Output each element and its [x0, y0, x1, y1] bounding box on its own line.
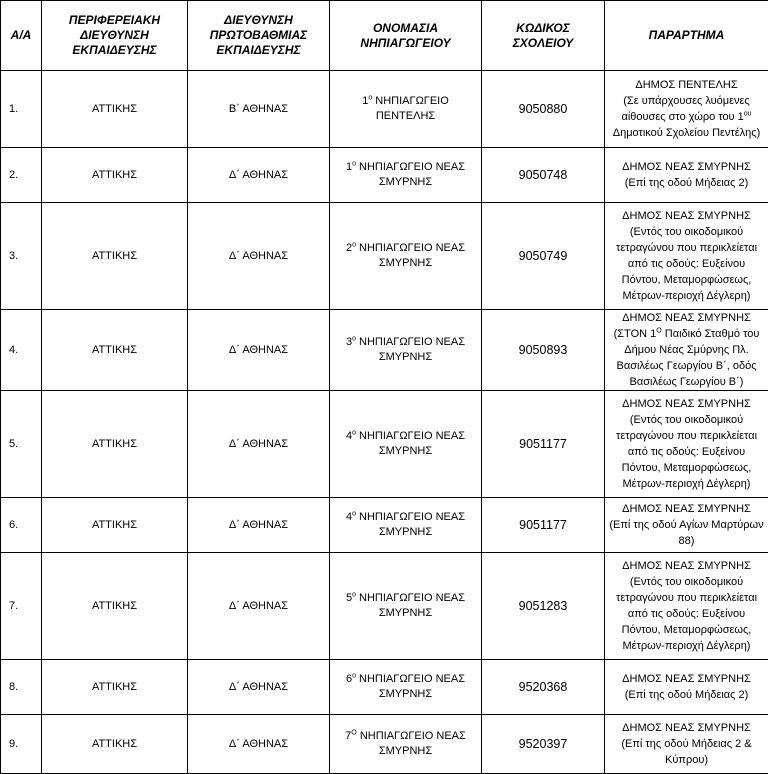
region-cell: ΑΤΤΙΚΗΣ — [42, 553, 188, 660]
table-row — [1, 553, 768, 660]
region-cell: ΑΤΤΙΚΗΣ — [42, 391, 188, 498]
ordinal-suffix: Ο — [351, 729, 356, 736]
annex-location: (Εντός του οικοδομικού τετραγώνου που περικλείεται από τις οδούς: Ευξείνου Πόντου, Μεταμορφώσεως, Μέτρων-περιοχή Δέγλερη) — [616, 226, 757, 302]
table-row — [1, 148, 768, 203]
annex-cell — [605, 715, 768, 774]
school-code-cell: 9050893 — [482, 310, 605, 391]
ordinal: 1 — [362, 95, 368, 107]
annex-cell — [605, 391, 768, 498]
ordinal-suffix: ο — [368, 94, 372, 101]
ordinal-suffix: ο — [352, 672, 356, 679]
school-code-cell: 9051177 — [482, 391, 605, 498]
kindergarten-name: ΝΗΠΙΑΓΩΓΕΙΟ ΝΕΑΣ ΣΜΥΡΝΗΣ — [359, 511, 465, 538]
header-name: ΟΝΟΜΑΣΙΑ ΝΗΠΙΑΓΩΓΕΙΟΥ — [330, 1, 482, 71]
annex-location-rest: Δημοτικού Σχολείου Πεντέλης) — [613, 127, 761, 139]
ordinal: 6 — [346, 673, 352, 685]
row-number: 8. — [1, 660, 42, 715]
ordinal: 5 — [346, 592, 352, 604]
directorate-cell: Δ΄ ΑΘΗΝΑΣ — [188, 715, 330, 774]
annex-location: (Επί της οδού Αγίων Μαρτύρων 88) — [609, 519, 763, 547]
directorate-cell: Δ΄ ΑΘΗΝΑΣ — [188, 310, 330, 391]
row-number: 7. — [1, 553, 42, 660]
header-directorate: ΔΙΕΥΘΥΝΣΗ ΠΡΩΤΟΒΑΘΜΙΑΣ ΕΚΠΑΙΔΕΥΣΗΣ — [188, 1, 330, 71]
row-number: 6. — [1, 498, 42, 553]
table-row — [1, 498, 768, 553]
header-aa: Α/Α — [1, 1, 42, 71]
annex-municipality: ΔΗΜΟΣ ΝΕΑΣ ΣΜΥΡΝΗΣ — [622, 210, 751, 222]
region-cell: ΑΤΤΙΚΗΣ — [42, 660, 188, 715]
annex-location: (ΣΤΟΝ 1 — [614, 328, 657, 340]
ordinal: 4 — [346, 430, 352, 442]
directorate-cell: Δ΄ ΑΘΗΝΑΣ — [188, 553, 330, 660]
ordinal: 1 — [346, 161, 352, 173]
table-row — [1, 71, 768, 148]
annex-cell — [605, 498, 768, 553]
row-number: 1. — [1, 71, 42, 148]
annex-ordinal-suffix: ου — [744, 110, 752, 117]
kindergarten-name-cell — [330, 715, 482, 774]
school-code-cell: 9050749 — [482, 203, 605, 310]
row-number: 2. — [1, 148, 42, 203]
annex-cell — [605, 71, 768, 148]
region-cell: ΑΤΤΙΚΗΣ — [42, 148, 188, 203]
header-code: ΚΩΔΙΚΟΣ ΣΧΟΛΕΙΟΥ — [482, 1, 605, 71]
kindergarten-name-cell — [330, 148, 482, 203]
kindergarten-name: ΝΗΠΙΑΓΩΓΕΙΟ ΝΕΑΣ ΣΜΥΡΝΗΣ — [359, 242, 465, 269]
annex-municipality: ΔΗΜΟΣ ΝΕΑΣ ΣΜΥΡΝΗΣ — [622, 161, 751, 173]
ordinal-suffix: ο — [352, 160, 356, 167]
region-cell: ΑΤΤΙΚΗΣ — [42, 310, 188, 391]
kindergarten-name-cell — [330, 310, 482, 391]
directorate-cell: Β΄ ΑΘΗΝΑΣ — [188, 71, 330, 148]
ordinal: 3 — [346, 336, 352, 348]
directorate-cell: Δ΄ ΑΘΗΝΑΣ — [188, 203, 330, 310]
kindergarten-name-cell — [330, 203, 482, 310]
school-code-cell: 9520368 — [482, 660, 605, 715]
header-row — [1, 1, 768, 71]
annex-location: (Επί της οδού Μήδειας 2) — [625, 177, 749, 189]
annex-cell — [605, 310, 768, 391]
school-code-cell: 9051283 — [482, 553, 605, 660]
school-code-cell: 9520397 — [482, 715, 605, 774]
school-code-cell: 9050748 — [482, 148, 605, 203]
row-number: 5. — [1, 391, 42, 498]
kindergarten-name: ΝΗΠΙΑΓΩΓΕΙΟ ΝΕΑΣ ΣΜΥΡΝΗΣ — [359, 336, 465, 363]
row-number: 4. — [1, 310, 42, 391]
table-row — [1, 203, 768, 310]
row-number: 3. — [1, 203, 42, 310]
table-row — [1, 391, 768, 498]
ordinal: 7 — [345, 730, 351, 742]
table-row — [1, 310, 768, 391]
directorate-cell: Δ΄ ΑΘΗΝΑΣ — [188, 391, 330, 498]
kindergarten-name-cell — [330, 498, 482, 553]
ordinal-suffix: ο — [352, 591, 356, 598]
annex-municipality: ΔΗΜΟΣ ΝΕΑΣ ΣΜΥΡΝΗΣ — [622, 398, 751, 410]
header-region: ΠΕΡΙΦΕΡΕΙΑΚΗ ΔΙΕΥΘΥΝΣΗ ΕΚΠΑΙΔΕΥΣΗΣ — [42, 1, 188, 71]
kindergarten-name: ΝΗΠΙΑΓΩΓΕΙΟ ΝΕΑΣ ΣΜΥΡΝΗΣ — [359, 592, 465, 619]
ordinal-suffix: ο — [352, 510, 356, 517]
region-cell: ΑΤΤΙΚΗΣ — [42, 498, 188, 553]
kindergarten-name: ΝΗΠΙΑΓΩΓΕΙΟ ΠΕΝΤΕΛΗΣ — [375, 95, 449, 122]
annex-cell — [605, 148, 768, 203]
annex-cell — [605, 660, 768, 715]
annex-municipality: ΔΗΜΟΣ ΝΕΑΣ ΣΜΥΡΝΗΣ — [622, 312, 751, 324]
directorate-cell: Δ΄ ΑΘΗΝΑΣ — [188, 498, 330, 553]
annex-municipality: ΔΗΜΟΣ ΝΕΑΣ ΣΜΥΡΝΗΣ — [622, 560, 751, 572]
kindergarten-name: ΝΗΠΙΑΓΩΓΕΙΟ ΝΕΑΣ ΣΜΥΡΝΗΣ — [359, 673, 465, 700]
header-annex: ΠΑΡΑΡΤΗΜΑ — [605, 1, 768, 71]
table-row — [1, 660, 768, 715]
school-code-cell: 9050880 — [482, 71, 605, 148]
kindergarten-name-cell — [330, 71, 482, 148]
region-cell: ΑΤΤΙΚΗΣ — [42, 203, 188, 310]
table-row — [1, 715, 768, 774]
annex-municipality: ΔΗΜΟΣ ΠΕΝΤΕΛΗΣ — [635, 79, 737, 91]
ordinal: 2 — [346, 242, 352, 254]
region-cell: ΑΤΤΙΚΗΣ — [42, 715, 188, 774]
annex-municipality: ΔΗΜΟΣ ΝΕΑΣ ΣΜΥΡΝΗΣ — [622, 503, 751, 515]
annex-location: (Εντός του οικοδομικού τετραγώνου που περικλείεται από τις οδούς: Ευξείνου Πόντου, Μεταμορφώσεως, Μέτρων-περιοχή Δέγλερη) — [616, 414, 757, 490]
annex-location: (Επί της οδού Μήδειας 2 & Κύπρου) — [621, 738, 751, 766]
region-cell: ΑΤΤΙΚΗΣ — [42, 71, 188, 148]
annex-municipality: ΔΗΜΟΣ ΝΕΑΣ ΣΜΥΡΝΗΣ — [622, 673, 751, 685]
ordinal-suffix: ο — [352, 241, 356, 248]
annex-location-rest: Παιδικό Σταθμό του Δήμου Νέας Σμύρνης Πλ. Βασιλέως Γεωργίου Β΄, οδός Βασιλέως Γεωργίου Β΄) — [617, 328, 760, 388]
row-number: 9. — [1, 715, 42, 774]
annex-location: (Σε υπάρχουσες λυόμενες αίθουσες στο χώρο του 1 — [622, 95, 750, 123]
directorate-cell: Δ΄ ΑΘΗΝΑΣ — [188, 148, 330, 203]
annex-cell — [605, 203, 768, 310]
kindergarten-name-cell — [330, 660, 482, 715]
directorate-cell: Δ΄ ΑΘΗΝΑΣ — [188, 660, 330, 715]
annex-municipality: ΔΗΜΟΣ ΝΕΑΣ ΣΜΥΡΝΗΣ — [622, 722, 751, 734]
annex-cell — [605, 553, 768, 660]
annex-ordinal-suffix: Ο — [656, 327, 661, 334]
kindergarten-name: ΝΗΠΙΑΓΩΓΕΙΟ ΝΕΑΣ ΣΜΥΡΝΗΣ — [360, 730, 466, 757]
ordinal-suffix: ο — [352, 335, 356, 342]
kindergarten-name: ΝΗΠΙΑΓΩΓΕΙΟ ΝΕΑΣ ΣΜΥΡΝΗΣ — [359, 430, 465, 457]
school-code-cell: 9051177 — [482, 498, 605, 553]
annex-location: (Επί της οδού Μήδειας 2) — [625, 689, 749, 701]
kindergarten-name-cell — [330, 553, 482, 660]
ordinal: 4 — [346, 511, 352, 523]
annex-location: (Εντός του οικοδομικού τετραγώνου που περικλείεται από τις οδούς: Ευξείνου Πόντου, Μεταμορφώσεως, Μέτρων-περιοχή Δέγλερη) — [616, 576, 757, 652]
ordinal-suffix: ο — [352, 429, 356, 436]
kindergarten-name-cell — [330, 391, 482, 498]
kindergarten-name: ΝΗΠΙΑΓΩΓΕΙΟ ΝΕΑΣ ΣΜΥΡΝΗΣ — [359, 161, 465, 188]
